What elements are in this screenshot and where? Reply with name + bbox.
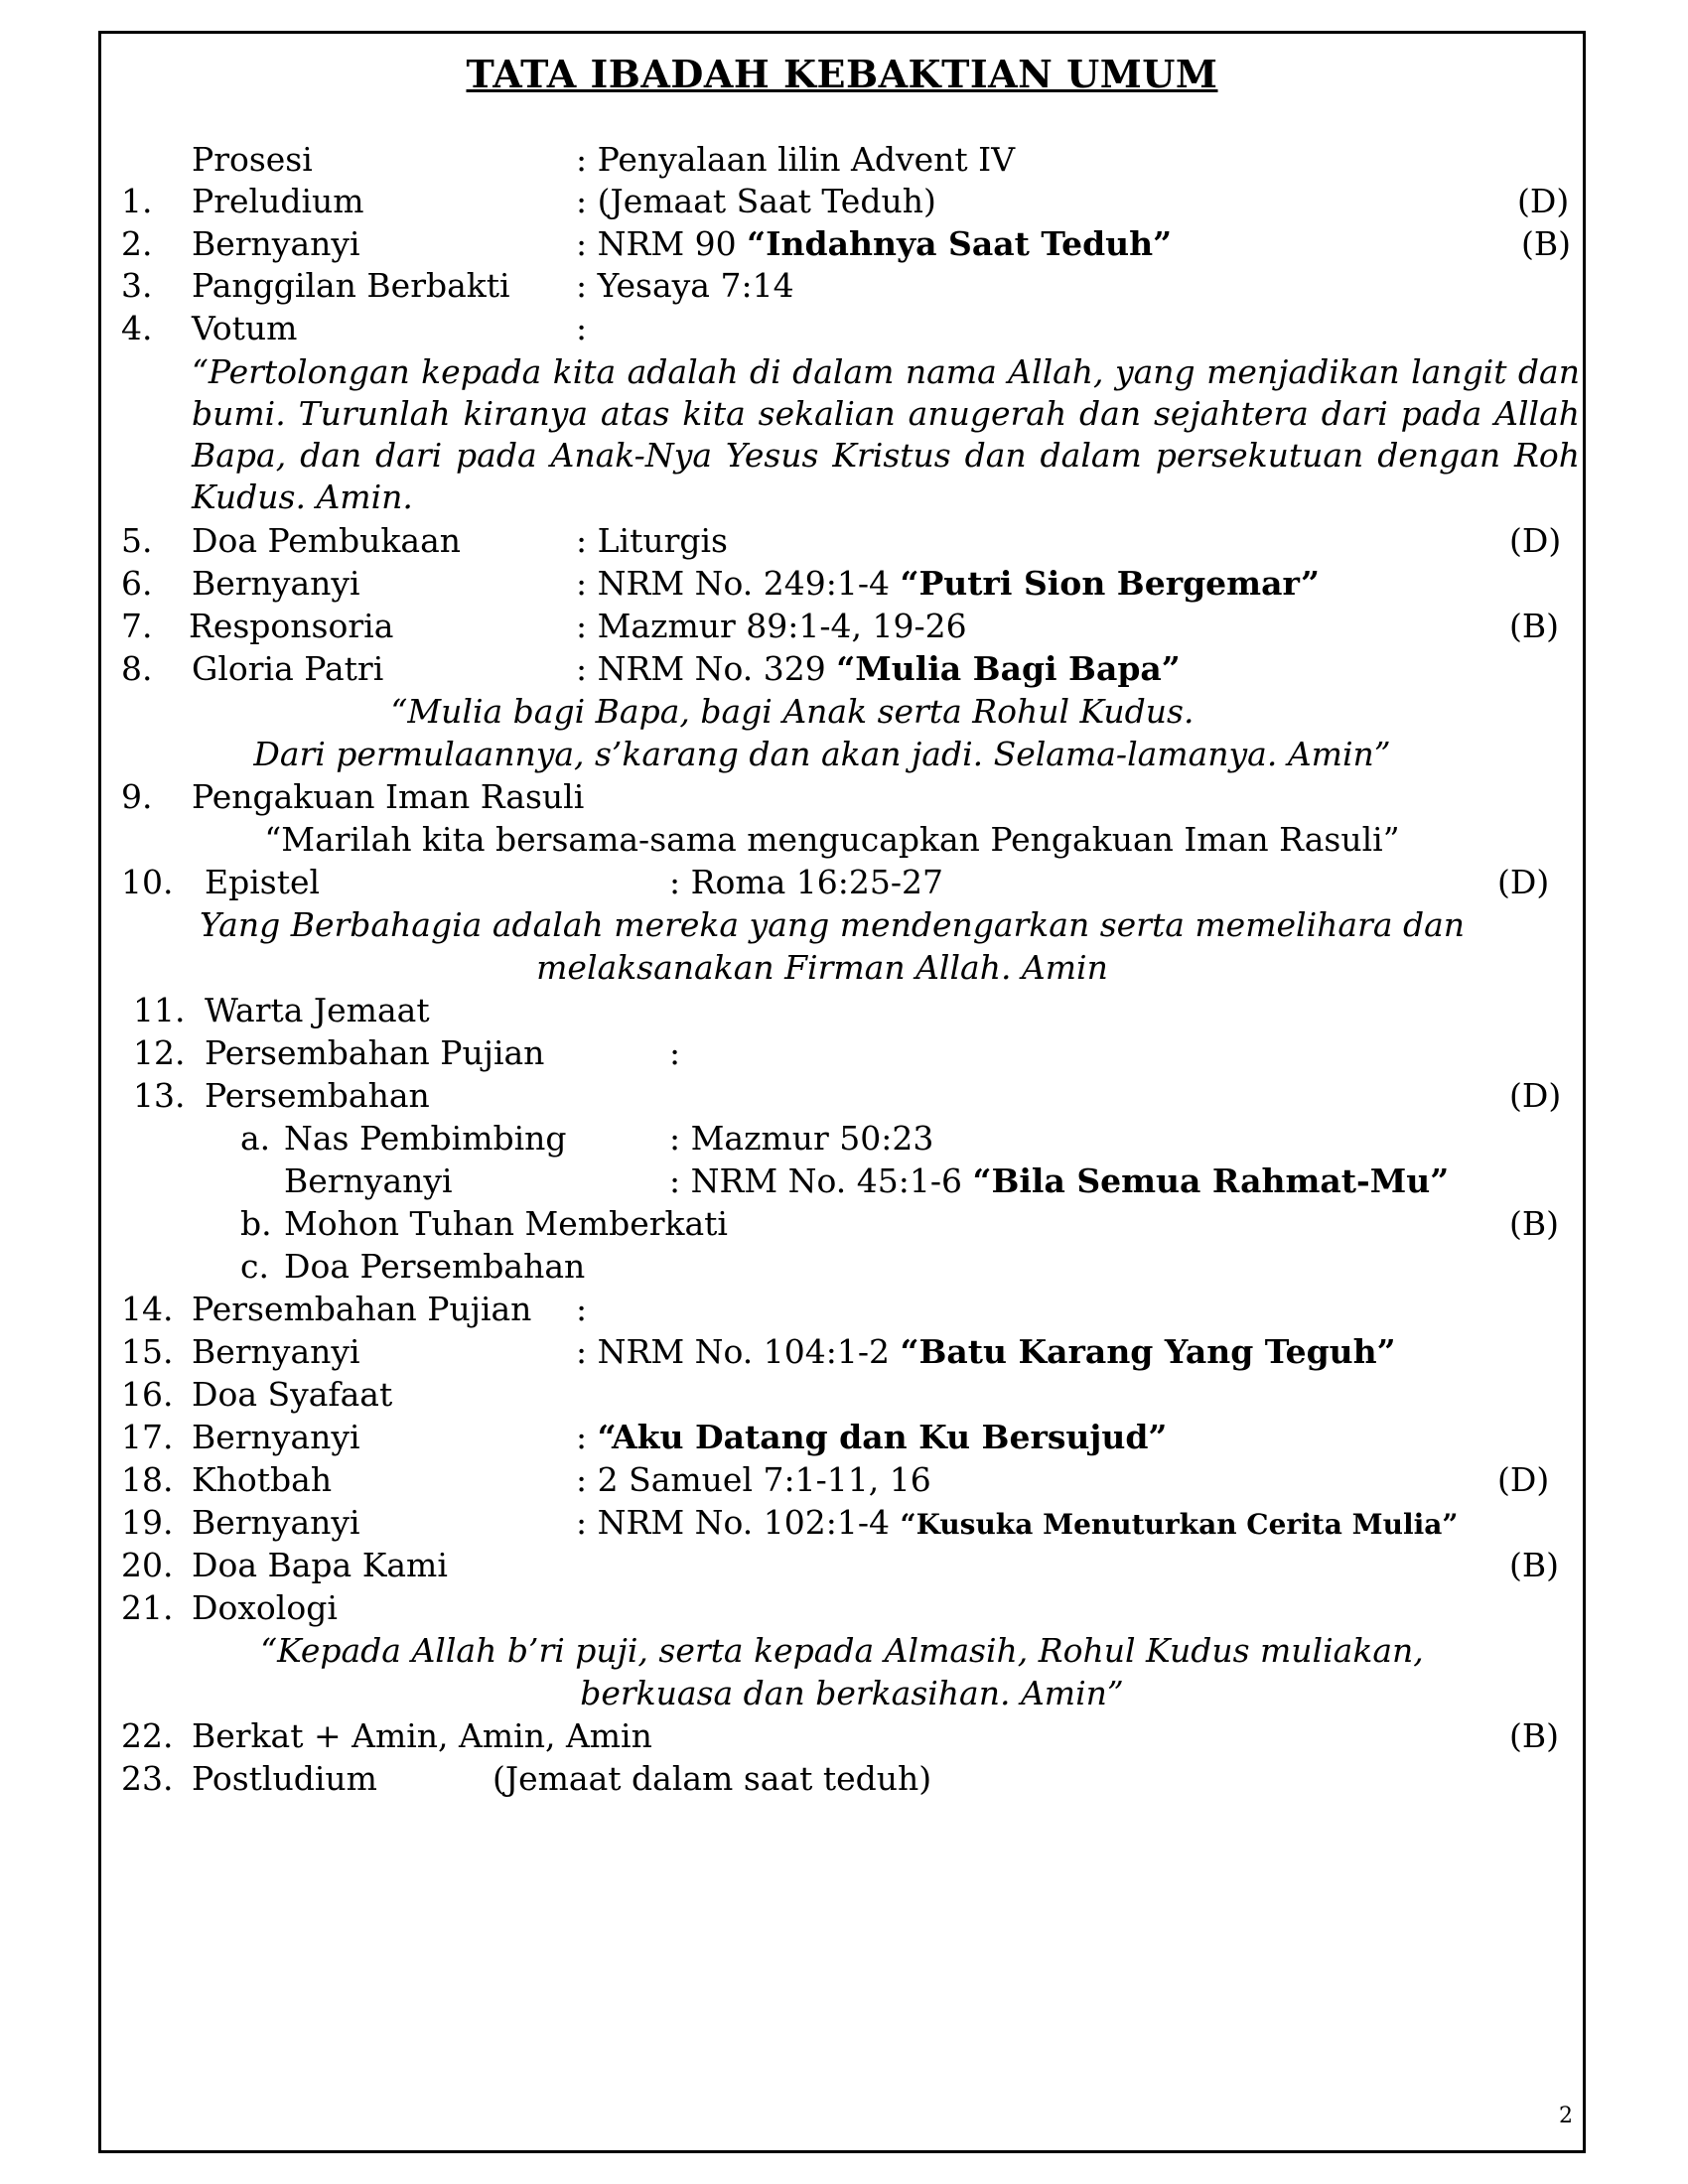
item-number: 12. <box>133 1033 186 1072</box>
item-label: Persembahan Pujian <box>205 1033 545 1072</box>
subitem-letter: b. <box>240 1204 272 1243</box>
song-title: “Mulia Bagi Bapa” <box>836 649 1181 688</box>
item-mark: (D) <box>1497 1460 1550 1499</box>
item-number: 20. <box>121 1546 174 1584</box>
song-ref: : NRM No. 102:1-4 <box>576 1503 901 1542</box>
item-label: Panggilan Berbakti <box>192 266 510 305</box>
song-ref: : NRM No. 329 <box>576 649 837 688</box>
song-title: “Putri Sion Bergemar” <box>900 564 1321 603</box>
item-mark: (B) <box>1509 1716 1559 1755</box>
item-label: Bernyanyi <box>192 564 360 603</box>
item-value: : (Jemaat Saat Teduh) <box>576 182 936 220</box>
item-label: Responsoria <box>189 607 394 645</box>
item-value: : Roma 16:25-27 <box>669 863 944 901</box>
subitem-label: Mohon Tuhan Memberkati <box>284 1204 728 1243</box>
subitem-value: : Mazmur 50:23 <box>669 1119 934 1158</box>
item-value <box>576 224 1172 264</box>
song-ref: : NRM No. 45:1-6 <box>669 1161 973 1200</box>
doxologi-line-2: berkuasa dan berkasihan. Amin” <box>580 1674 1124 1712</box>
item-value: : Yesaya 7:14 <box>576 266 794 305</box>
subitem-label: Bernyanyi <box>284 1161 453 1200</box>
item-label: Bernyanyi <box>192 1332 360 1371</box>
item-mark: (B) <box>1509 607 1559 645</box>
item-number: 22. <box>121 1716 174 1755</box>
epistel-line-2: melaksanakan Firman Allah. Amin <box>536 948 1108 987</box>
song-title: “Aku Datang dan Ku Bersujud” <box>597 1418 1168 1456</box>
item-mark: (B) <box>1509 1546 1559 1584</box>
item-number: 9. <box>121 777 153 816</box>
item-label: Pengakuan Iman Rasuli <box>192 777 585 816</box>
item-label: Bernyanyi <box>192 1503 360 1542</box>
subitem-letter: a. <box>240 1119 271 1158</box>
item-value: : 2 Samuel 7:1-11, 16 <box>576 1460 931 1499</box>
item-number: 19. <box>121 1503 174 1542</box>
song-title: “Kusuka Menuturkan Cerita Mulia” <box>900 1508 1459 1541</box>
item-label: Postludium <box>192 1759 377 1798</box>
item-number: 3. <box>121 266 153 305</box>
iman-text: “Marilah kita bersama-sama mengucapkan Pengakuan Iman Rasuli” <box>264 820 1400 859</box>
item-label: Epistel <box>205 863 321 901</box>
song-title: “Batu Karang Yang Teguh” <box>900 1332 1396 1371</box>
item-label: Bernyanyi <box>192 224 360 263</box>
prosesi-value: : Penyalaan lilin Advent IV <box>576 140 1016 179</box>
song-title: “Indahnya Saat Teduh” <box>747 224 1173 263</box>
item-label: Bernyanyi <box>192 1418 360 1456</box>
item-value: : <box>669 1033 681 1072</box>
song-ref: : NRM No. 104:1-2 <box>576 1332 901 1371</box>
doxologi-line-1: “Kepada Allah b’ri puji, serta kepada Almasih, Rohul Kudus muliakan, <box>260 1631 1424 1670</box>
item-value: : <box>576 309 588 347</box>
page-number: 2 <box>1559 2104 1573 2128</box>
item-value <box>576 564 1320 604</box>
item-number: 6. <box>121 564 153 603</box>
item-number: 15. <box>121 1332 174 1371</box>
document-title: TATA IBADAH KEBAKTIAN UMUM <box>466 52 1218 96</box>
song-ref: : NRM No. 249:1-4 <box>576 564 901 603</box>
item-label: Preludium <box>192 182 364 220</box>
item-label: Doa Pembukaan <box>192 521 462 560</box>
item-mark: (D) <box>1517 182 1570 220</box>
item-value <box>576 1418 1167 1457</box>
document-page <box>98 31 1586 2153</box>
subitem-letter: c. <box>240 1247 269 1286</box>
item-label: Persembahan <box>205 1076 430 1115</box>
prosesi-label: Prosesi <box>192 140 313 179</box>
item-label: Gloria Patri <box>192 649 384 688</box>
item-number: 14. <box>121 1290 174 1328</box>
gloria-line-1: “Mulia bagi Bapa, bagi Anak serta Rohul Kudus. <box>390 692 1195 731</box>
item-mark: (B) <box>1521 224 1571 263</box>
item-label: Persembahan Pujian <box>192 1290 532 1328</box>
item-number: 5. <box>121 521 153 560</box>
gloria-line-2: Dari permulaannya, s’karang dan akan jadi. Selama-lamanya. Amin” <box>253 735 1391 773</box>
item-number: 13. <box>133 1076 186 1115</box>
item-mark: (D) <box>1509 1076 1562 1115</box>
song-ref: : NRM 90 <box>576 224 748 263</box>
item-label: Doa Bapa Kami <box>192 1546 448 1584</box>
item-value <box>576 649 1181 689</box>
subitem-label: Doa Persembahan <box>284 1247 586 1286</box>
item-label: Doa Syafaat <box>192 1375 393 1414</box>
epistel-line-1: Yang Berbahagia adalah mereka yang mendengarkan serta memelihara dan <box>199 905 1466 944</box>
item-label: Doxologi <box>192 1588 338 1627</box>
item-label: Khotbah <box>192 1460 333 1499</box>
item-number: 11. <box>133 991 186 1029</box>
item-number: 21. <box>121 1588 174 1627</box>
item-number: 1. <box>121 182 153 220</box>
votum-text: “Pertolongan kepada kita adalah di dalam nama Allah, yang menjadikan langit dan bumi. Turunlah kiranya atas kita sekalian anugerah dan sejahtera dari pada Allah Bapa, dan dari pada Anak-Nya Yesus Kristus dan dalam persekutuan dengan Roh Kudus. Amin. <box>192 352 1580 516</box>
item-label: Warta Jemaat <box>205 991 430 1029</box>
item-value: (Jemaat dalam saat teduh) <box>492 1759 932 1798</box>
item-label: Votum <box>192 309 298 347</box>
song-title: “Bila Semua Rahmat-Mu” <box>972 1161 1450 1200</box>
item-number: 2. <box>121 224 153 263</box>
item-number: 16. <box>121 1375 174 1414</box>
item-mark: (B) <box>1509 1204 1559 1243</box>
song-ref: : <box>576 1418 598 1456</box>
item-number: 4. <box>121 309 153 347</box>
item-mark: (D) <box>1509 521 1562 560</box>
subitem-label: Nas Pembimbing <box>284 1119 567 1158</box>
item-value: : Liturgis <box>576 521 728 560</box>
item-value: : Mazmur 89:1-4, 19-26 <box>576 607 967 645</box>
item-number: 23. <box>121 1759 174 1798</box>
subitem-value <box>669 1161 1449 1201</box>
item-number: 18. <box>121 1460 174 1499</box>
item-number: 7. <box>121 607 153 645</box>
item-mark: (D) <box>1497 863 1550 901</box>
item-value <box>576 1503 1459 1545</box>
item-number: 17. <box>121 1418 174 1456</box>
item-number: 10. <box>121 863 174 901</box>
item-value: : <box>576 1290 588 1328</box>
item-number: 8. <box>121 649 153 688</box>
item-label: Berkat + Amin, Amin, Amin <box>192 1716 652 1755</box>
item-value <box>576 1332 1396 1372</box>
